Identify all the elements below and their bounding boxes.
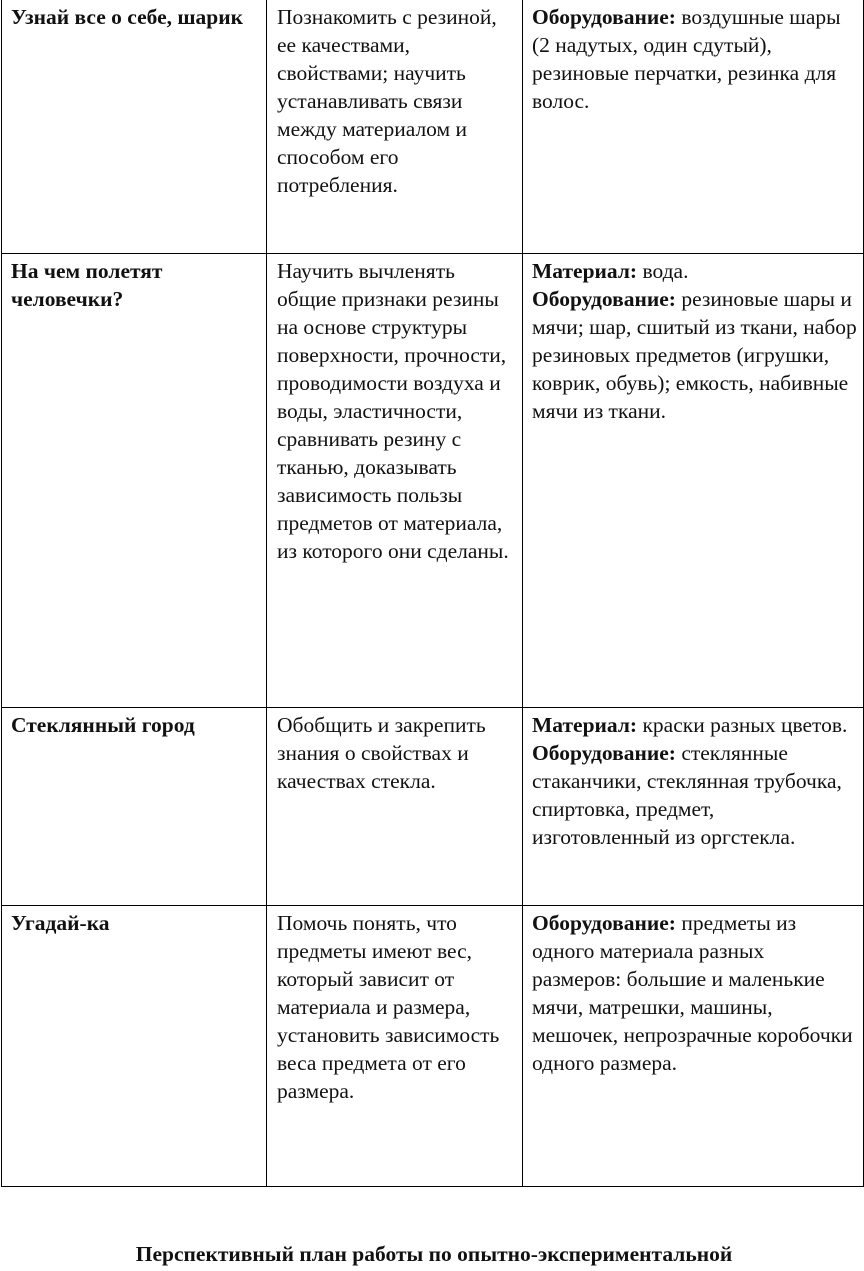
materials-cell	[523, 708, 864, 906]
topic-title: Угадай-ка	[11, 911, 110, 935]
goal-cell	[267, 0, 523, 254]
materials-text: воздушные шары (2 надутых, один сдутый), резиновые перчатки, резинка для волос.	[532, 5, 841, 113]
materials-text: предметы из одного материала разных размеров: большие и маленькие мячи, матрешки, машины, мешочек, непрозрачные коробочки одного размера.	[532, 911, 853, 1075]
materials-label: Материал:	[532, 259, 638, 283]
topic-title: На чем полетят человечки?	[11, 259, 163, 311]
table-row	[2, 906, 864, 1187]
goal-text: Познакомить с резиной, ее качествами, свойствами; научить устанавливать связи между материалом и способом его потребления.	[277, 5, 497, 197]
materials-line	[532, 285, 857, 425]
topic-cell	[2, 708, 267, 906]
experiments-table	[1, 0, 864, 1187]
materials-text: краски разных цветов.	[637, 713, 848, 737]
materials-line	[532, 739, 857, 851]
materials-text: стеклянные стаканчики, стеклянная трубочка, спиртовка, предмет, изготовленный из оргстекла.	[532, 741, 842, 849]
materials-label: Оборудование:	[532, 741, 676, 765]
materials-line	[532, 709, 857, 739]
materials-label: Оборудование:	[532, 5, 676, 29]
materials-cell	[523, 906, 864, 1187]
table-row	[2, 708, 864, 906]
topic-cell	[2, 906, 267, 1187]
materials-line	[532, 255, 857, 285]
goal-cell	[267, 906, 523, 1187]
goal-text: Помочь понять, что предметы имеют вес, который зависит от материала и размера, установить зависимость веса предмета от его размера.	[277, 911, 500, 1103]
materials-text: резиновые шары и мячи; шар, сшитый из ткани, набор резиновых предметов (игрушки, коврик, обувь); емкость, набивные мячи из ткани.	[532, 287, 857, 423]
goal-cell	[267, 254, 523, 708]
goal-cell	[267, 708, 523, 906]
topic-title: Стеклянный город	[11, 713, 195, 737]
materials-label: Оборудование:	[532, 287, 676, 311]
materials-cell	[523, 0, 864, 254]
goal-text: Научить вычленять общие признаки резины на основе структуры поверхности, прочности, проводимости воздуха и воды, эластичности, сравнивать резину с тканью, доказывать зависимость пользы предметов от материала, из которого они сделаны.	[277, 259, 509, 563]
topic-title: Узнай все о себе, шарик	[11, 5, 244, 29]
goal-text: Обобщить и закрепить знания о свойствах и качествах стекла.	[277, 713, 486, 793]
materials-text: вода.	[637, 259, 689, 283]
materials-label: Оборудование:	[532, 911, 676, 935]
materials-line	[532, 1, 857, 115]
topic-cell	[2, 0, 267, 254]
section-heading: Перспективный план работы по опытно-экспериментальной	[135, 1242, 733, 1266]
table-row	[2, 254, 864, 708]
topic-cell	[2, 254, 267, 708]
table-row	[2, 0, 864, 254]
materials-cell	[523, 254, 864, 708]
materials-line	[532, 907, 857, 1077]
materials-label: Материал:	[532, 713, 638, 737]
